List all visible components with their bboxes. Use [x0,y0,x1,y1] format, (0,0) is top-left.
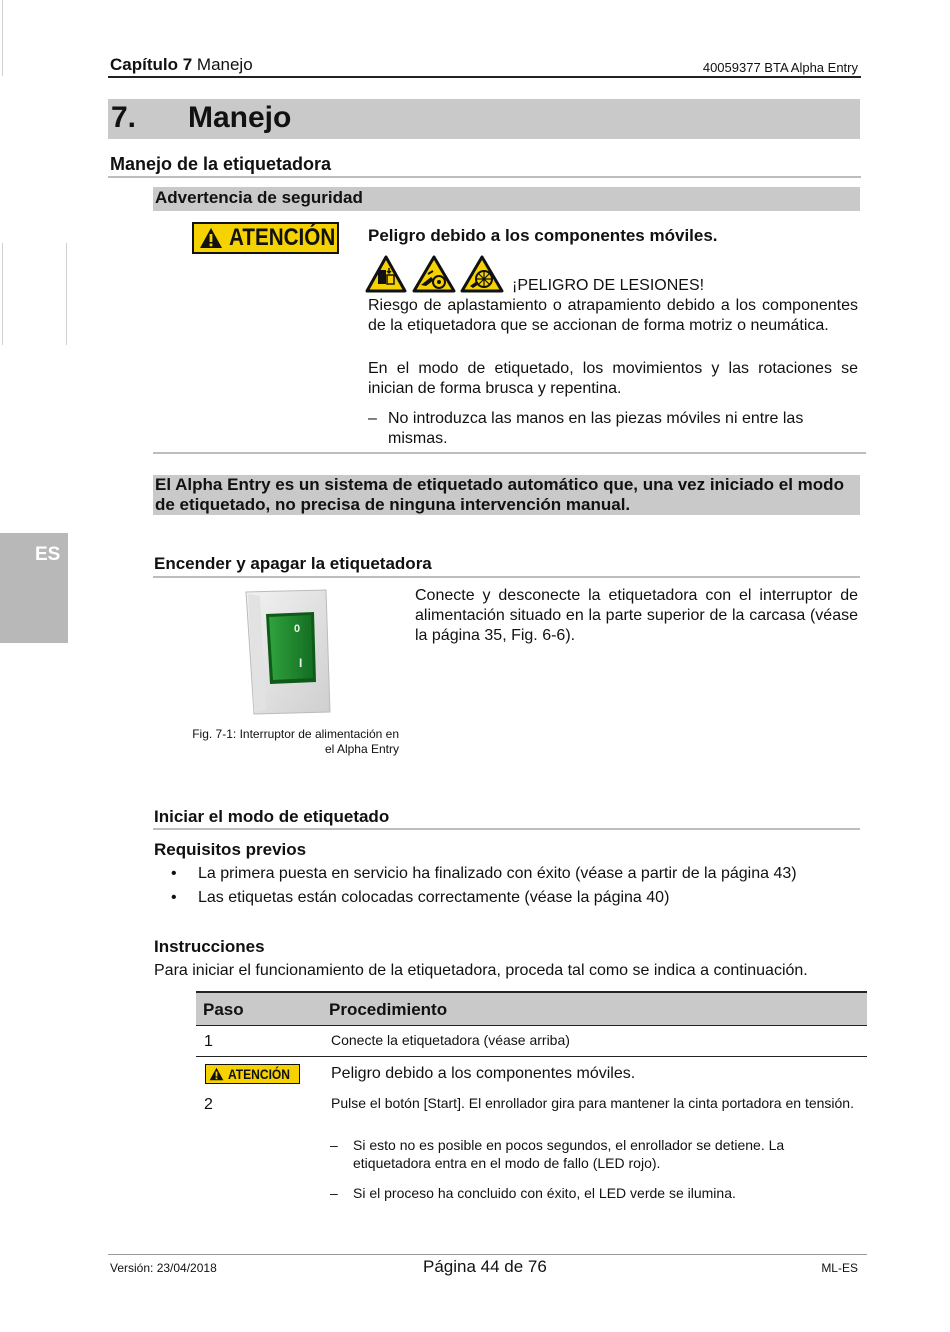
dash-marker: – [330,1185,338,1201]
figure-caption [150,727,399,757]
instructions-text: Para iniciar el funcionamiento de la etiquetadora, proceda tal como se indica a continuación. [154,962,808,979]
safety-text-risk: Riesgo de aplastamiento o atrapamiento debido a los componentes de la etiquetadora que se accionan de forma motriz o neumática. [368,297,858,334]
safety-instruction: No introduzca las manos en las piezas móviles ni entre las mismas. [388,410,804,447]
table-row-divider [196,1056,867,1057]
list-item: • Las etiquetas están colocadas correctamente (véase la página 40) [154,886,866,910]
prerequisites-title: Requisitos previos [154,840,307,859]
step-2-bullet-2: Si el proceso ha concluido con éxito, el LED verde se ilumina. [353,1185,736,1201]
header-doc-id: 40059377 BTA Alpha Entry [702,60,858,75]
footer-version: Versión: 23/04/2018 [110,1261,217,1275]
atencion-badge [192,222,339,254]
header-rule [108,76,861,78]
start-section-rule [153,828,860,830]
margin-line-mid-a [2,243,3,345]
language-tab-label: ES [35,544,61,565]
steps-table-header [196,991,867,1026]
figure-caption-line-1: Fig. 7-1: Interruptor de alimentación en [192,727,399,741]
safety-dash-marker: – [368,410,377,427]
section-rule [108,176,861,178]
automatic-note-bar [153,475,860,515]
step-2-text: Pulse el botón [Start]. El enrollador gira para mantener la cinta portadora en tensión. [331,1095,854,1111]
switch-off-marking: I [299,656,303,670]
step-2-atencion-badge [205,1064,300,1084]
step-1-text: Conecte la etiquetadora (véase arriba) [331,1032,570,1048]
start-section-title: Iniciar el modo de etiquetado [154,807,390,826]
section-title-handling: Manejo de la etiquetadora [110,154,332,174]
step-number-2: 2 [204,1096,213,1113]
prerequisites-list [154,862,866,910]
safety-warning-bar [153,187,860,211]
language-tab [0,533,68,643]
step-2-atencion-label: ATENCIÓN [228,1066,290,1082]
step-2-bullet-1: Si esto no es posible en pocos segundos, el enrollador se detiene. La etiquetadora entra en el modo de fallo (LED rojo). [353,1137,785,1171]
column-header-procedure: Procedimiento [329,1000,448,1019]
safety-end-rule [153,452,866,454]
safety-text-movement: En el modo de etiquetado, los movimientos y las rotaciones se inician de forma brusca y repentina. [368,360,858,397]
column-header-step: Paso [203,1000,244,1019]
switch-on-marking: 0 [294,623,301,635]
warning-triangle-icon [209,1067,224,1081]
chapter-title-bar [108,99,860,139]
chapter-title: Manejo [188,101,292,134]
power-switch-image [240,588,332,716]
footer-rule [108,1254,867,1255]
margin-line-top [2,0,3,76]
atencion-badge-label: ATENCIÓN [229,224,336,251]
step-number-1: 1 [204,1033,213,1050]
header-chapter-name: Manejo [196,55,253,74]
instructions-title: Instrucciones [154,937,265,956]
rotating-hand-icon [460,255,504,293]
margin-line-mid-b [66,243,67,345]
list-item: • La primera puesta en servicio ha finalizado con éxito (véase a partir de la página 43) [154,862,866,886]
power-instructions: Conecte y desconecte la etiquetadora con el interruptor de alimentación situado en la parte superior de la carcasa (véase la página 35, Fig. 6-6). [415,587,858,644]
step-2-warning: Peligro debido a los componentes móviles. [331,1065,636,1082]
header-chapter [110,55,253,75]
header-chapter-label: Capítulo 7 [110,55,193,74]
footer-page-number: Página 44 de 76 [423,1257,547,1276]
figure-caption-line-2: el Alpha Entry [324,742,399,756]
power-section-rule [153,576,860,578]
crush-hand-icon [365,255,407,293]
chapter-number: 7. [111,101,137,134]
dash-marker: – [330,1137,338,1153]
power-section-title: Encender y apagar la etiquetadora [154,554,432,573]
warning-triangle-icon [199,227,223,249]
automatic-note-text: El Alpha Entry es un sistema de etiquetado automático que, una vez iniciado el modo de etiquetado, no precisa de ninguna intervención manual. [155,475,844,514]
danger-text: ¡PELIGRO DE LESIONES! [512,277,705,294]
safety-headline: Peligro debido a los componentes móviles. [368,226,718,245]
safety-warning-title: Advertencia de seguridad [155,188,363,207]
footer-code: ML-ES [821,1261,858,1275]
gear-hand-icon [412,255,456,293]
